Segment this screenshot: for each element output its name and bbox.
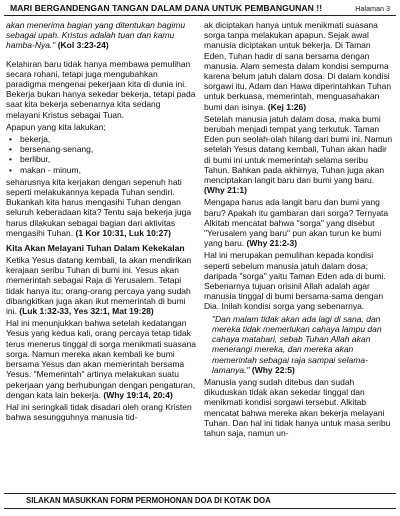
left-column [6,20,196,494]
left-paragraph-4 [6,177,196,238]
header-title: MARI BERGANDENGAN TANGAN DALAM DANA UNTUK PEMBANGUNAN !! [10,3,323,13]
page-header [4,3,396,16]
quote-ref: (Why 22:5) [251,364,295,375]
left-p5-text: Ketika Yesus datang kembali, Ia akan mendirikan kerajaan seribu Tuhan di bumi ini. Yesus akan memerintah sebagai Raja di Yerusalem. Tetapi tidak hanya itu; orang-orang percaya yang sudah dibangkitkan juga akan ikut memerintah di bumi ini. [6,255,192,317]
left-p5-ref: (Luk 1:32-33, Yes 32:1, Mat 19:28) [19,306,154,317]
activity-list [6,134,196,175]
page-footer [4,493,396,509]
list-item: • bersenang-senang, [20,144,196,154]
right-paragraph-1 [204,20,394,112]
right-p3-text: Mengapa harus ada langit baru dan bumi yang baru? Apakah itu gambaran dari sorga? Ternyata Alkitab mencatat bahwa "sorga" yang disebut "Yerusalem yang baru" pun akan turun ke bumi yang baru. [204,197,389,249]
list-item: • makan - minum, [20,165,196,175]
left-p1-ref: (Kol 3:23-24) [57,40,109,51]
left-p4-ref: (1 Kor 10:31, Luk 10:27) [75,227,171,238]
left-paragraph-7: Hal ini seringkali tidak disadari oleh orang Kristen bahwa sesungguhnya manusia tid- [6,401,192,423]
left-p1-italic: akan menerima bagian yang ditentukan bagimu sebagai upah. Kristus adalah tuan dan kamu hamba-Nya." [6,20,186,51]
right-paragraph-4: Hal ini merupakan pemulihan kepada kondisi seperti sebelum manusia jatuh dalam dosa; daripada "sorga" yaitu Taman Eden ada di bumi. Sebenarnya tujuan orisinil Allah adalah agar manusia tinggal di bumi bersama-sama dengan Dia. Inilah kondisi sorga yang sebenarnya. [204,250,386,312]
right-paragraph-5: Manusia yang sudah ditebus dan sudah dikuduskan tidak akan sekedar tinggal dan menikmati kondisi sorgawi tersebut. Alkitab mencatat bahwa mereka akan bekerja melayani Tuhan. Dan hal ini tidak hanya untuk masa seribu tahun saja, namun un- [204,376,391,438]
section-heading: Kita Akan Melayani Tuhan Dalam Kekekalan [6,243,185,254]
list-item: • bekerja, [20,134,196,144]
left-p6-ref: (Why 19:14, 20:4) [103,389,173,400]
left-paragraph-3: Apapun yang kita lakukan; [6,121,106,132]
left-p6-text: Hal ini menunjukkan bahwa setelah kedatangan Yesus yang kedua kali, orang percaya tetap tidak terus menerus tinggal di sorga menikmati suasana sorga. Namun mereka akan kembali ke bumi bersama Yesus dan akan memerintah bersama Yesus. "Memerintah" artinya melakukan suatu pekerjaan yang berhubungan dengan pengaturan, dengan kata lain bekerja. [6,318,196,400]
quote-text: "Dan malam tidak akan ada lagi di sana, dan mereka tidak memerlukan cahaya lampu dan cahaya matahari, sebab Tuhan Allah akan menerangi mereka, dan mereka akan memerintah sebagai raja sampai selama-lamanya." [212,313,382,375]
right-p2-ref: (Why 21:1) [204,185,247,196]
list-item: • berlibur, [20,154,196,164]
right-p1-ref: (Kej 1:26) [267,101,307,112]
footer-text: SILAKAN MASUKKAN FORM PERMOHONAN DOA DI KOTAK DOA [26,496,271,505]
right-p1-text: ak diciptakan hanya untuk menikmati suasana sorga tanpa melakukan apapun. Sejak awal manusia diciptakan untuk bekerja. Di Taman Eden, Tuhan hadir di sana bersama dengan manusia. Alam semesta dalam kondisi sempurna karena belum jatuh dalam dosa. Di dalam kondisi sorgawi itu, Adam dan Hawa diperintahkan Tuhan untuk berkuasa, memerintah, menguasahakan bumi dan isinya. [204,20,392,112]
right-paragraph-2 [204,114,394,196]
right-column [204,20,394,494]
right-paragraph-3 [204,197,394,248]
left-paragraph-5 [6,255,196,316]
page-number: Halaman 3 [355,4,390,13]
right-p3-ref: (Why 21:2-3) [246,238,298,249]
left-paragraph-6 [6,318,196,400]
scripture-quote [204,314,394,375]
right-p2-text: Setelah manusia jatuh dalam dosa, maka bumi berubah menjadi tempat yang terkutuk. Taman Eden pun seolah-olah hilang dari bumi ini. Namun setelah Yesus datang kembali, Tuhan akan hadir di bumi ini untuk memerintah selama seribu Tahun. Bahkan pada akhirnya, Tuhan juga akan menciptakan langit baru dan bumi yang baru. [204,113,393,186]
left-p4-text: seharusnya kita kerjakan dengan sepenuh hati seperti melakukannya kepada Tuhan sendiri. Bukankah kita harus mengasihi Tuhan dengan seluruh keberadaan kita? Tentu saja bekerja juga harus dilakukan sebagai bagian dari aktivitas mengasihi Tuhan. [6,176,192,238]
article-columns [4,16,396,494]
left-paragraph-1 [6,20,196,51]
left-paragraph-2: Kelahiran baru tidak hanya membawa pemulihan secara rohani, tetapi juga mengubahkan paradigma mengenai pekerjaan kita di dunia ini. Bekerja bukan hanya sekedar bekerja, tetapi pada saat kita bekerja sebenarnya kita sedang melayani Kristus sebagai Tuan. [6,58,196,120]
